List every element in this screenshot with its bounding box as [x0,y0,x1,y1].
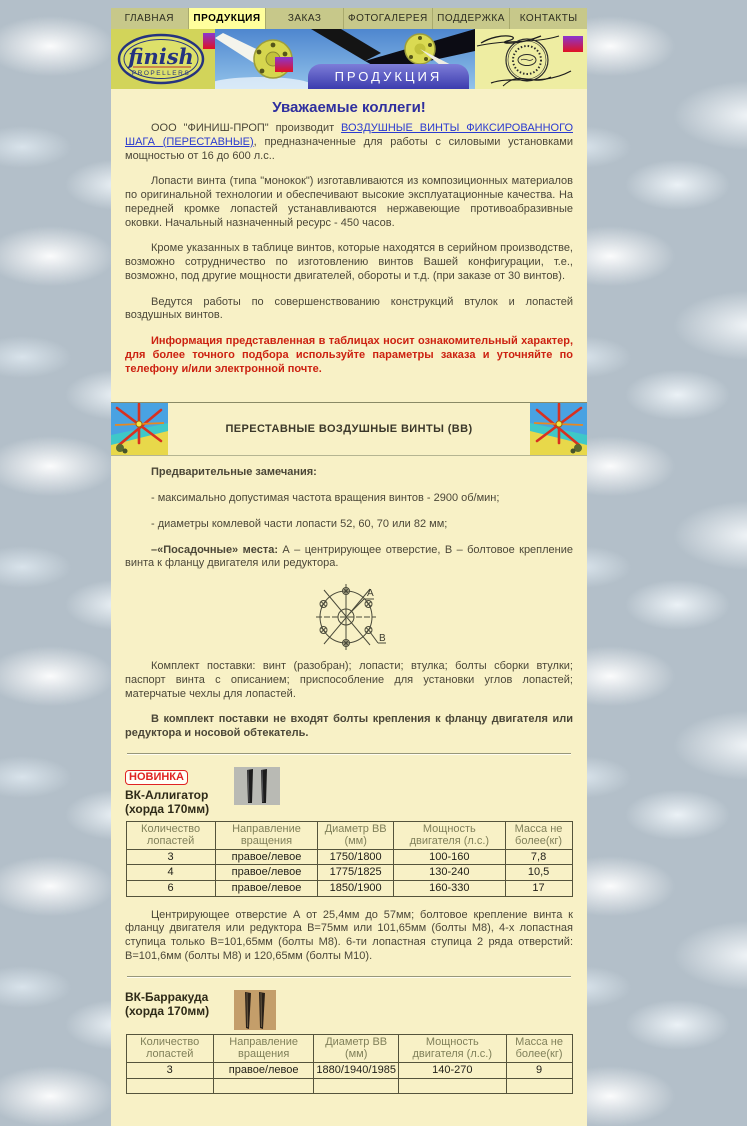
alligator-note: Центрирующее отверстие А от 25,4мм до 57мм; болтовое крепление винта к фланцу двигателя или редуктора В=75мм или 101,65мм (болты М8), 4-х лопастная ступица только В=101,65мм (болты М8). 6-ти лопастная ступица 2 ряда отверстий: В=101,6мм (болты М8) и 120,65мм (болты М10). [125,908,573,962]
barracuda-blades-photo-icon [234,990,276,1030]
nav-tab-order[interactable]: ЗАКАЗ [266,8,344,29]
cell: 6 [126,881,215,897]
quality-stamp [475,29,587,89]
product-alligator-id [125,767,220,817]
cell: 130-240 [394,865,506,881]
notes-heading: Предварительные замечания: [151,466,317,479]
decor-square-icon [275,57,293,72]
section-banner [111,402,587,456]
cell [213,1078,314,1094]
col-mass: Масса не более(кг) [506,1034,572,1062]
cell [506,1078,572,1094]
product-barracuda-id [125,990,220,1019]
svg-text:finish: finish [128,44,194,69]
alligator-spec-table [126,821,573,897]
product-alligator-chord: (хорда 170мм) [125,802,210,817]
company-logo [111,29,215,89]
cell [398,1078,506,1094]
divider [127,976,571,978]
propeller-art-left-icon [111,403,168,455]
product-barracuda-chord: (хорда 170мм) [125,1004,210,1019]
nav-tab-products[interactable]: ПРОДУКЦИЯ [189,8,267,29]
svg-text:B: B [379,633,386,644]
cell: 160-330 [394,881,506,897]
cell: 140-270 [398,1063,506,1079]
page-column [111,8,587,1126]
table-header-row [126,821,572,849]
col-mass: Масса не более(кг) [505,821,572,849]
cell: 9 [506,1063,572,1079]
col-rotation: Направление вращения [213,1034,314,1062]
divider [127,753,571,755]
col-power: Мощность двигателя (л.с.) [394,821,506,849]
header-section-banner: ПРОДУКЦИЯ [308,64,469,89]
cell: 17 [505,881,572,897]
cell: 1750/1800 [318,849,394,865]
table-row [126,1078,572,1094]
new-badge: НОВИНКА [125,770,188,785]
table-row [126,881,572,897]
alligator-blades-photo-icon [234,767,280,805]
cell [126,1078,213,1094]
svg-text:PROPELLERS: PROPELLERS [131,70,191,77]
note-mounting-bold: –«Посадочные» места: [151,543,278,556]
cell: 10,5 [505,865,572,881]
cell: 7,8 [505,849,572,865]
nav-tab-gallery[interactable]: ФОТОГАЛЕРЕЯ [344,8,433,29]
intro-p1-post: , предназначенные для работы с силовыми установками мощностью от 16 до 600 л.с.. [125,135,573,162]
propellers-link[interactable]: ВОЗДУШНЫЕ ВИНТЫ ФИКСИРОВАННОГО ШАГА (ПЕРЕСТАВНЫЕ) [125,122,573,148]
nav-tab-home[interactable]: ГЛАВНАЯ [111,8,189,29]
cell: правое/левое [215,849,318,865]
product-barracuda-name: ВК-Барракуда [125,989,209,1004]
propeller-art-right-icon [530,403,587,455]
cell: 4 [126,865,215,881]
hub-diagram [125,583,573,656]
nav-tab-contacts[interactable]: КОНТАКТЫ [510,8,587,29]
product-alligator-header [125,767,573,817]
col-diameter: Диаметр ВВ (мм) [318,821,394,849]
main-content [111,89,587,1126]
kit-paragraph: Комплект поставки: винт (разобран); лопасти; втулка; болты сборки втулки; паспорт винта с описанием; приспособление для установки углов лопастей; матерчатые чехлы для лопастей. [125,660,573,700]
intro-paragraph-3: Кроме указанных в таблице винтов, которые находятся в серийном производстве, возможно сотрудничество по изготовлению винтов Вашей конфигурации, т.е., возможно, под другие мощности двигателей, обороты и т.д. (при заказе от 30 винтов). [125,242,573,282]
cell: правое/левое [213,1063,314,1079]
intro-paragraph-4: Ведутся работы по совершенствованию конструкций втулок и лопастей воздушных винтов. [125,295,573,322]
intro-paragraph-2: Лопасти винта (типа "монокок") изготавливаются из композиционных материалов по оригинальной технологии и обеспечивают высокие эксплуатационные качества. На передней кромке лопастей устанавливаются нержавеющие противоабразивные оковки. Начальный назначенный ресурс - 450 часов. [125,175,573,229]
col-rotation: Направление вращения [215,821,318,849]
decor-square-icon [563,36,583,52]
note-mounting [125,544,573,572]
table-row [126,849,572,865]
col-blade-count: Количество лопастей [126,1034,213,1062]
cell: правое/левое [215,865,318,881]
intro-paragraph-1 [125,122,573,163]
cell: правое/левое [215,881,318,897]
note-rpm: - максимально допустимая частота вращения винтов - 2900 об/мин; [151,492,500,504]
cell: 100-160 [394,849,506,865]
product-alligator-name: ВК-Аллигатор [125,787,209,802]
note-diameters: - диаметры комлевой части лопасти 52, 60, 70 или 82 мм; [151,517,448,530]
disclaimer-note: Информация представленная в таблицах носит ознакомительный характер, для более точного подбора используйте параметры заказа и уточняйте по телефону и/или электронной почте. [125,335,573,375]
page-header [111,29,587,89]
section-banner-title: ПЕРЕСТАВНЫЕ ВОЗДУШНЫЕ ВИНТЫ (ВВ) [225,423,473,436]
cell: 1850/1900 [318,881,394,897]
col-blade-count: Количество лопастей [126,821,215,849]
table-header-row [126,1034,572,1062]
cell: 3 [126,849,215,865]
col-diameter: Диаметр ВВ (мм) [314,1034,399,1062]
cell: 1880/1940/1985 [314,1063,399,1079]
finish-propellers-logo-icon [111,29,215,89]
nav-tab-support[interactable]: ПОДДЕРЖКА [433,8,511,29]
svg-text:A: A [367,588,374,599]
cell: 3 [126,1063,213,1079]
col-power: Мощность двигателя (л.с.) [398,1034,506,1062]
main-nav [111,8,587,29]
cell [314,1078,399,1094]
note-mounting-rest: А – центрирующее отверстие, В – болтовое крепление винта к фланцу двигателя или редуктора. [125,543,574,570]
table-row [126,865,572,881]
header-photo [215,29,475,89]
page-title: Уважаемые коллеги! [272,99,426,116]
barracuda-spec-table [126,1034,573,1095]
hub-drawing-icon [274,583,424,651]
cell: 1775/1825 [318,865,394,881]
intro-p1-pre: ООО "ФИНИШ-ПРОП" производит [151,122,342,134]
table-row [126,1063,572,1079]
kit-exclusions-paragraph: В комплект поставки не входят болты крепления к фланцу двигателя или редуктора и носовой обтекатель. [125,713,573,739]
product-barracuda-header [125,990,573,1030]
